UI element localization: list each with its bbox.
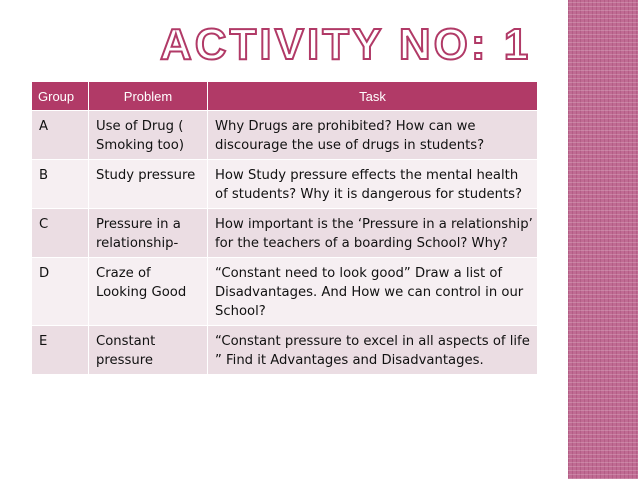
group-cell: A xyxy=(32,111,89,160)
decorative-side-bar xyxy=(568,0,638,479)
activity-table xyxy=(31,81,538,375)
header-task: Task xyxy=(208,82,538,111)
slide-title: ACTIVITY NO: 1 xyxy=(160,20,532,69)
task-cell: Why Drugs are prohibited? How can we discourage the use of drugs in students? xyxy=(208,111,538,160)
problem-cell: Craze of Looking Good xyxy=(89,258,208,326)
table-row xyxy=(32,160,538,209)
problem-cell: Pressure in a relationship- xyxy=(89,209,208,258)
header-group: Group xyxy=(32,82,89,111)
problem-cell: Use of Drug ( Smoking too) xyxy=(89,111,208,160)
table-row xyxy=(32,258,538,326)
table-row xyxy=(32,209,538,258)
group-cell: B xyxy=(32,160,89,209)
group-cell: E xyxy=(32,326,89,375)
task-cell: How Study pressure effects the mental health of students? Why it is dangerous for students? xyxy=(208,160,538,209)
table-header-row xyxy=(32,82,538,111)
table-row xyxy=(32,111,538,160)
task-cell: How important is the ‘Pressure in a relationship’ for the teachers of a boarding School? Why? xyxy=(208,209,538,258)
group-cell: C xyxy=(32,209,89,258)
problem-cell: Constant pressure xyxy=(89,326,208,375)
table-row xyxy=(32,326,538,375)
header-problem: Problem xyxy=(89,82,208,111)
task-cell: “Constant need to look good” Draw a list of Disadvantages. And How we can control in our School? xyxy=(208,258,538,326)
task-cell: “Constant pressure to excel in all aspects of life ” Find it Advantages and Disadvantages. xyxy=(208,326,538,375)
group-cell: D xyxy=(32,258,89,326)
problem-cell: Study pressure xyxy=(89,160,208,209)
